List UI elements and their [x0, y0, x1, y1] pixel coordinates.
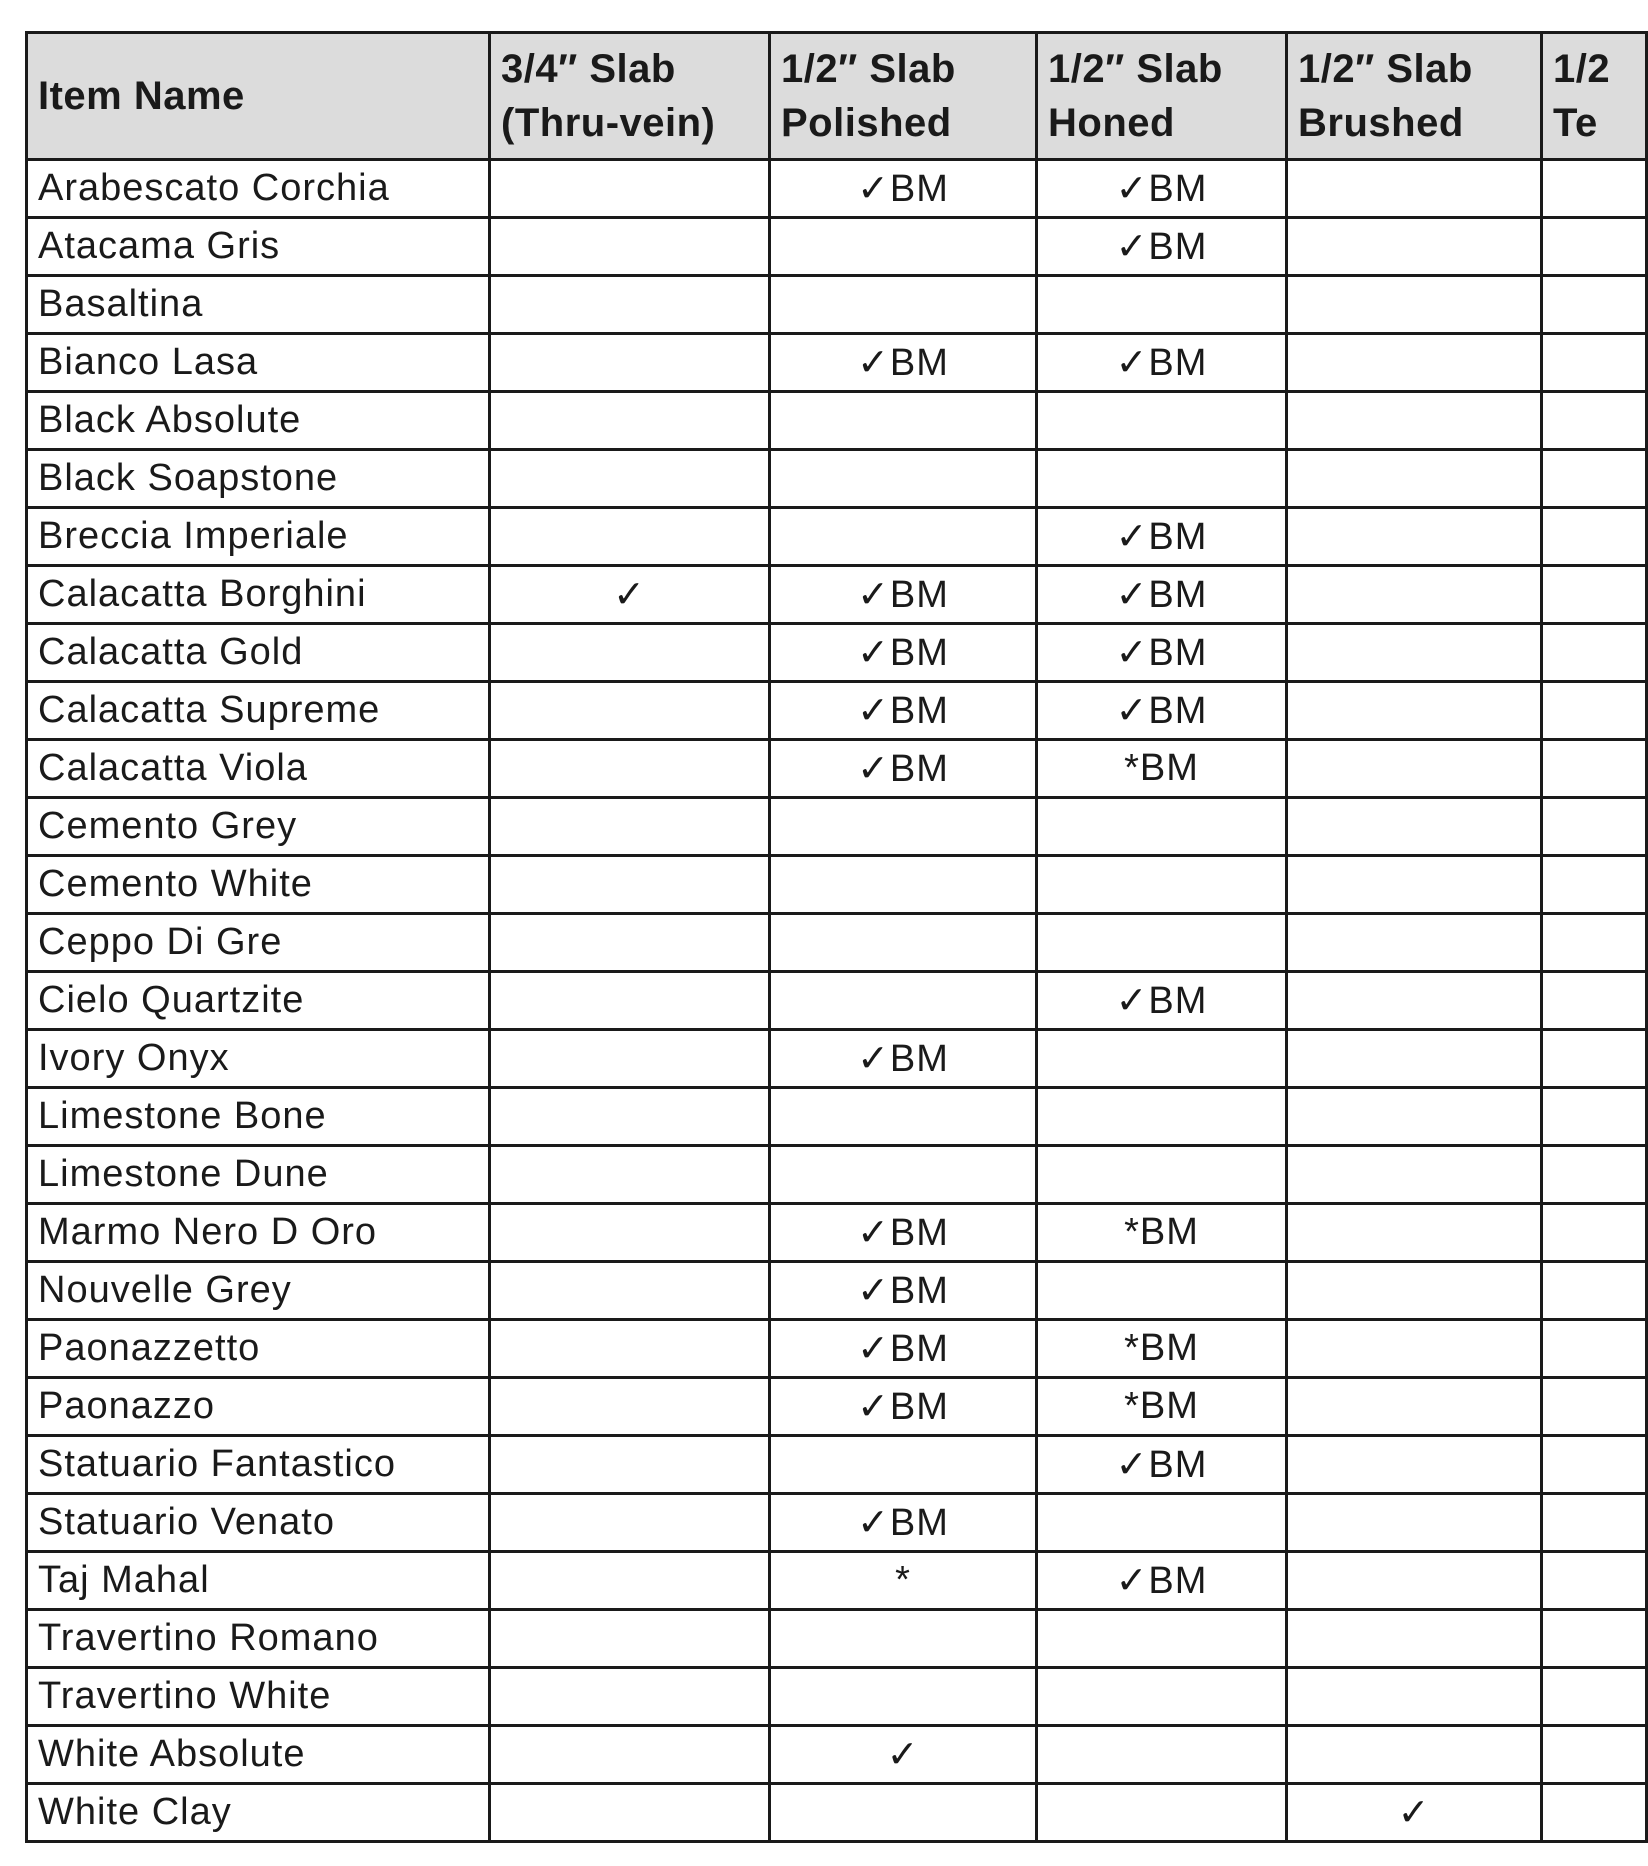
polished-cell [770, 1610, 1037, 1668]
polished-cell [770, 1088, 1037, 1146]
col-header-line: Te [1553, 101, 1598, 145]
honed-cell [1037, 1030, 1287, 1088]
polished-cell: ✓BM [770, 1262, 1037, 1320]
polished-cell [770, 1668, 1037, 1726]
truncated-cell [1542, 798, 1647, 856]
brushed-cell [1287, 276, 1542, 334]
thru-vein-cell [490, 392, 770, 450]
table-body [27, 160, 1647, 1842]
honed-cell [1037, 392, 1287, 450]
honed-cell: ✓BM [1037, 218, 1287, 276]
thru-vein-cell [490, 1726, 770, 1784]
truncated-cell [1542, 1436, 1647, 1494]
honed-cell: ✓BM [1037, 566, 1287, 624]
table-row [27, 1436, 1647, 1494]
brushed-cell [1287, 450, 1542, 508]
polished-cell: ✓BM [770, 740, 1037, 798]
honed-cell [1037, 1610, 1287, 1668]
brushed-cell [1287, 1668, 1542, 1726]
item-name-cell: Calacatta Supreme [27, 682, 490, 740]
col-header-polished [770, 33, 1037, 160]
truncated-cell [1542, 1610, 1647, 1668]
item-name-cell: Arabescato Corchia [27, 160, 490, 218]
table-row [27, 682, 1647, 740]
polished-cell [770, 972, 1037, 1030]
polished-cell [770, 856, 1037, 914]
polished-cell: ✓BM [770, 624, 1037, 682]
thru-vein-cell [490, 624, 770, 682]
honed-cell [1037, 276, 1287, 334]
item-name-cell: Calacatta Viola [27, 740, 490, 798]
polished-cell: ✓BM [770, 334, 1037, 392]
polished-cell: ✓BM [770, 1204, 1037, 1262]
thru-vein-cell [490, 740, 770, 798]
brushed-cell [1287, 856, 1542, 914]
polished-cell: ✓BM [770, 160, 1037, 218]
polished-cell [770, 276, 1037, 334]
item-name-cell: Marmo Nero D Oro [27, 1204, 490, 1262]
item-name-cell: Limestone Bone [27, 1088, 490, 1146]
thru-vein-cell [490, 1320, 770, 1378]
table-row [27, 334, 1647, 392]
item-name-cell: Ceppo Di Gre [27, 914, 490, 972]
item-name-cell: Statuario Fantastico [27, 1436, 490, 1494]
truncated-cell [1542, 1320, 1647, 1378]
availability-table [25, 31, 1648, 1843]
brushed-cell [1287, 1030, 1542, 1088]
truncated-cell [1542, 972, 1647, 1030]
col-header-item-name [27, 33, 490, 160]
thru-vein-cell [490, 1378, 770, 1436]
brushed-cell [1287, 972, 1542, 1030]
item-name-cell: Travertino White [27, 1668, 490, 1726]
thru-vein-cell [490, 914, 770, 972]
honed-cell: ✓BM [1037, 1436, 1287, 1494]
honed-cell: ✓BM [1037, 972, 1287, 1030]
truncated-cell [1542, 1378, 1647, 1436]
honed-cell [1037, 798, 1287, 856]
brushed-cell [1287, 798, 1542, 856]
item-name-cell: Nouvelle Grey [27, 1262, 490, 1320]
truncated-cell [1542, 1494, 1647, 1552]
thru-vein-cell [490, 508, 770, 566]
item-name-cell: Bianco Lasa [27, 334, 490, 392]
item-name-cell: Paonazzetto [27, 1320, 490, 1378]
item-name-cell: Basaltina [27, 276, 490, 334]
thru-vein-cell [490, 1088, 770, 1146]
polished-cell [770, 392, 1037, 450]
honed-cell [1037, 914, 1287, 972]
polished-cell [770, 1436, 1037, 1494]
brushed-cell [1287, 218, 1542, 276]
honed-cell [1037, 450, 1287, 508]
item-name-cell: Calacatta Borghini [27, 566, 490, 624]
polished-cell [770, 1146, 1037, 1204]
item-name-cell: Atacama Gris [27, 218, 490, 276]
thru-vein-cell [490, 1030, 770, 1088]
table-row [27, 914, 1647, 972]
polished-cell: ✓BM [770, 1378, 1037, 1436]
col-header-line: Polished [781, 101, 952, 145]
honed-cell [1037, 1262, 1287, 1320]
honed-cell: ✓BM [1037, 508, 1287, 566]
brushed-cell [1287, 1262, 1542, 1320]
thru-vein-cell [490, 276, 770, 334]
item-name-cell: Calacatta Gold [27, 624, 490, 682]
col-header-brushed [1287, 33, 1542, 160]
honed-cell: ✓BM [1037, 1552, 1287, 1610]
thru-vein-cell [490, 160, 770, 218]
brushed-cell [1287, 1088, 1542, 1146]
brushed-cell [1287, 392, 1542, 450]
thru-vein-cell [490, 450, 770, 508]
item-name-cell: Paonazzo [27, 1378, 490, 1436]
thru-vein-cell [490, 798, 770, 856]
truncated-cell [1542, 450, 1647, 508]
table-row [27, 1204, 1647, 1262]
polished-cell [770, 218, 1037, 276]
brushed-cell: ✓ [1287, 1784, 1542, 1842]
brushed-cell [1287, 508, 1542, 566]
table-row [27, 1030, 1647, 1088]
honed-cell: *BM [1037, 740, 1287, 798]
brushed-cell [1287, 334, 1542, 392]
table-row [27, 1320, 1647, 1378]
brushed-cell [1287, 1146, 1542, 1204]
thru-vein-cell [490, 972, 770, 1030]
table-row [27, 1552, 1647, 1610]
col-header-line: Honed [1048, 101, 1175, 145]
truncated-cell [1542, 1668, 1647, 1726]
truncated-cell [1542, 624, 1647, 682]
item-name-cell: White Clay [27, 1784, 490, 1842]
truncated-cell [1542, 1146, 1647, 1204]
brushed-cell [1287, 1494, 1542, 1552]
truncated-cell [1542, 1552, 1647, 1610]
table-row [27, 624, 1647, 682]
table-row [27, 1610, 1647, 1668]
brushed-cell [1287, 1552, 1542, 1610]
thru-vein-cell [490, 856, 770, 914]
table-row [27, 972, 1647, 1030]
table-row [27, 1726, 1647, 1784]
thru-vein-cell [490, 1784, 770, 1842]
table-row [27, 1146, 1647, 1204]
polished-cell [770, 1784, 1037, 1842]
table-row [27, 740, 1647, 798]
col-header-thru-vein [490, 33, 770, 160]
polished-cell: ✓BM [770, 1494, 1037, 1552]
truncated-cell [1542, 1262, 1647, 1320]
table-row [27, 566, 1647, 624]
polished-cell: ✓ [770, 1726, 1037, 1784]
table-row [27, 276, 1647, 334]
polished-cell: ✓BM [770, 566, 1037, 624]
truncated-cell [1542, 914, 1647, 972]
thru-vein-cell [490, 1610, 770, 1668]
table-row [27, 218, 1647, 276]
thru-vein-cell [490, 1436, 770, 1494]
item-name-cell: Cielo Quartzite [27, 972, 490, 1030]
truncated-cell [1542, 276, 1647, 334]
brushed-cell [1287, 566, 1542, 624]
brushed-cell [1287, 914, 1542, 972]
table-row [27, 1668, 1647, 1726]
truncated-cell [1542, 566, 1647, 624]
truncated-cell [1542, 1784, 1647, 1842]
brushed-cell [1287, 1378, 1542, 1436]
item-name-cell: White Absolute [27, 1726, 490, 1784]
honed-cell: ✓BM [1037, 160, 1287, 218]
thru-vein-cell [490, 218, 770, 276]
honed-cell: *BM [1037, 1204, 1287, 1262]
truncated-cell [1542, 218, 1647, 276]
honed-cell [1037, 1668, 1287, 1726]
honed-cell [1037, 856, 1287, 914]
table-row [27, 1262, 1647, 1320]
polished-cell [770, 914, 1037, 972]
thru-vein-cell [490, 1552, 770, 1610]
brushed-cell [1287, 1610, 1542, 1668]
polished-cell [770, 508, 1037, 566]
item-name-cell: Black Absolute [27, 392, 490, 450]
brushed-cell [1287, 1320, 1542, 1378]
honed-cell: ✓BM [1037, 682, 1287, 740]
honed-cell: ✓BM [1037, 334, 1287, 392]
table-row [27, 1784, 1647, 1842]
col-header-line: (Thru-vein) [501, 101, 716, 145]
item-name-cell: Limestone Dune [27, 1146, 490, 1204]
honed-cell [1037, 1088, 1287, 1146]
table-row [27, 798, 1647, 856]
table-row [27, 1494, 1647, 1552]
col-header-line: 1/2″ Slab [781, 47, 956, 91]
col-header-line: Brushed [1298, 101, 1464, 145]
polished-cell: * [770, 1552, 1037, 1610]
honed-cell [1037, 1784, 1287, 1842]
polished-cell: ✓BM [770, 1030, 1037, 1088]
header-row [27, 33, 1647, 160]
thru-vein-cell [490, 1204, 770, 1262]
honed-cell: *BM [1037, 1320, 1287, 1378]
thru-vein-cell [490, 682, 770, 740]
table-row [27, 1088, 1647, 1146]
table-row [27, 450, 1647, 508]
brushed-cell [1287, 624, 1542, 682]
truncated-cell [1542, 160, 1647, 218]
item-name-cell: Black Soapstone [27, 450, 490, 508]
honed-cell [1037, 1146, 1287, 1204]
table-row [27, 160, 1647, 218]
item-name-cell: Taj Mahal [27, 1552, 490, 1610]
col-header-line: 3/4″ Slab [501, 47, 676, 91]
thru-vein-cell [490, 1494, 770, 1552]
col-header-line: Item Name [38, 74, 245, 118]
truncated-cell [1542, 392, 1647, 450]
brushed-cell [1287, 1726, 1542, 1784]
truncated-cell [1542, 508, 1647, 566]
brushed-cell [1287, 1204, 1542, 1262]
brushed-cell [1287, 740, 1542, 798]
truncated-cell [1542, 856, 1647, 914]
thru-vein-cell [490, 1668, 770, 1726]
col-header-line: 1/2″ Slab [1298, 47, 1473, 91]
polished-cell [770, 450, 1037, 508]
table-row [27, 508, 1647, 566]
item-name-cell: Travertino Romano [27, 1610, 490, 1668]
item-name-cell: Cemento Grey [27, 798, 490, 856]
item-name-cell: Statuario Venato [27, 1494, 490, 1552]
brushed-cell [1287, 160, 1542, 218]
col-header-line: 1/2 [1553, 47, 1611, 91]
truncated-cell [1542, 1088, 1647, 1146]
truncated-cell [1542, 1726, 1647, 1784]
truncated-cell [1542, 334, 1647, 392]
col-header-truncated [1542, 33, 1647, 160]
brushed-cell [1287, 1436, 1542, 1494]
honed-cell [1037, 1726, 1287, 1784]
polished-cell: ✓BM [770, 1320, 1037, 1378]
col-header-line: 1/2″ Slab [1048, 47, 1223, 91]
polished-cell: ✓BM [770, 682, 1037, 740]
honed-cell: ✓BM [1037, 624, 1287, 682]
table-row [27, 392, 1647, 450]
truncated-cell [1542, 682, 1647, 740]
truncated-cell [1542, 1204, 1647, 1262]
truncated-cell [1542, 740, 1647, 798]
table-row [27, 856, 1647, 914]
item-name-cell: Ivory Onyx [27, 1030, 490, 1088]
honed-cell: *BM [1037, 1378, 1287, 1436]
thru-vein-cell [490, 1146, 770, 1204]
thru-vein-cell [490, 334, 770, 392]
table-row [27, 1378, 1647, 1436]
item-name-cell: Breccia Imperiale [27, 508, 490, 566]
col-header-honed [1037, 33, 1287, 160]
honed-cell [1037, 1494, 1287, 1552]
thru-vein-cell: ✓ [490, 566, 770, 624]
truncated-cell [1542, 1030, 1647, 1088]
polished-cell [770, 798, 1037, 856]
thru-vein-cell [490, 1262, 770, 1320]
item-name-cell: Cemento White [27, 856, 490, 914]
brushed-cell [1287, 682, 1542, 740]
